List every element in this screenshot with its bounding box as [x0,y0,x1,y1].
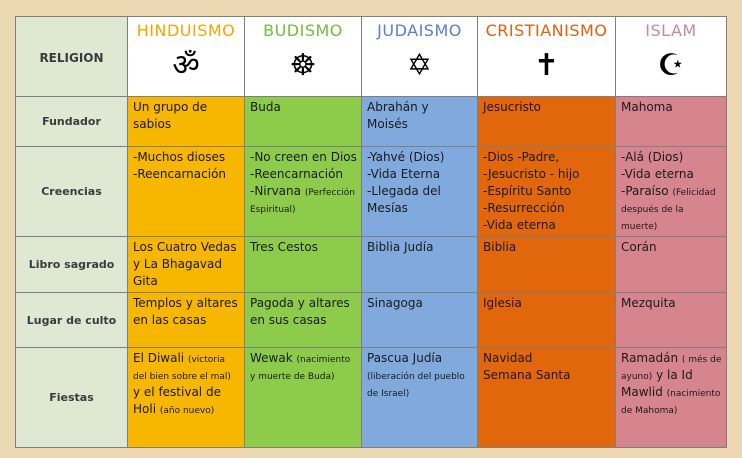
religion-name: CRISTIANISMO [485,21,608,40]
cell-note: ( més de ayuno) [621,355,722,382]
cell-libro-cristianismo: Biblia [478,237,616,293]
cell-text: y el festival de Holi [133,385,221,416]
cell-creencias-hinduismo [128,147,245,237]
latin-cross-icon: ✝ [533,48,560,83]
cell-creencias-cristianismo [478,147,616,237]
cell-text: -Nirvana [250,184,301,198]
cell-note: (año nuevo) [159,406,215,416]
row-label-creencias: Creencias [16,147,128,237]
cell-line: -Vida Eterna [367,167,441,181]
cell-fiestas-budismo [245,348,362,448]
row-label-lugar-de-culto: Lugar de culto [16,293,128,348]
religion-header-budismo [245,17,362,97]
cell-note: (victoria del bien sobre el mal) [133,355,231,382]
cell-text: Ramadán [621,351,679,365]
cell-line: -Dios -Padre, [483,150,560,164]
cell-line: -Espíritu Santo [483,184,572,198]
cell-creencias-budismo [245,147,362,237]
religion-name: HINDUISMO [136,21,236,40]
cell-fundador-judaismo: Abrahán y Moisés [362,97,478,147]
cell-line: -Muchos dioses [133,150,226,164]
cell-fiestas-hinduismo [128,348,245,448]
header-row [16,17,727,97]
cell-fundador-islam: Mahoma [616,97,727,147]
cell-fiestas-islam [616,348,727,448]
religion-header-cristianismo [478,17,616,97]
cell-text: Pascua Judía [367,351,443,365]
row-label-fundador: Fundador [16,97,128,147]
cell-line: Semana Santa [483,368,571,382]
religion-header-hinduismo [128,17,245,97]
cell-line: Navidad [483,351,533,365]
cell-note: (Perfección Espiritual) [250,188,355,215]
cell-line: -Jesucristo - hijo [483,167,580,181]
cell-creencias-islam [616,147,727,237]
cell-lugar-budismo: Pagoda y altares en sus casas [245,293,362,348]
cell-note: (liberación del pueblo de Israel) [367,372,465,399]
cell-note: (nacimiento de Mahoma) [621,389,721,416]
star-of-david-icon: ✡ [406,48,433,83]
star-and-crescent-icon: ☪ [657,48,685,83]
cell-libro-islam: Corán [616,237,727,293]
cell-fundador-cristianismo: Jesucristo [478,97,616,147]
cell-line: -Yahvé (Dios) [367,150,445,164]
cell-fiestas-judaismo [362,348,478,448]
cell-text: y la Id Mawlid [621,368,693,399]
cell-note: (Felicidad después de la muerte) [621,188,716,232]
header-label: RELIGION [16,17,128,97]
row-fiestas [16,348,727,448]
cell-line: -Vida eterna [621,167,694,181]
om-icon: ॐ [172,48,200,83]
cell-fiestas-cristianismo [478,348,616,448]
row-libro-sagrado [16,237,727,293]
cell-line: -Reencarnación [133,167,227,181]
cell-note: (nacimiento y muerte de Buda) [250,355,351,382]
row-label-fiestas: Fiestas [16,348,128,448]
cell-line: -Llegada del Mesías [367,184,441,215]
religion-name: BUDISMO [263,21,343,40]
cell-line: -No creen en Dios [250,150,357,164]
cell-lugar-judaismo: Sinagoga [362,293,478,348]
row-lugar-de-culto [16,293,727,348]
religion-name: ISLAM [645,21,697,40]
religion-name: JUDAISMO [377,21,462,40]
cell-text: El Diwali [133,351,185,365]
cell-text: Wewak [250,351,293,365]
cell-line: -Resurrección [483,201,565,215]
row-label-libro-sagrado: Libro sagrado [16,237,128,293]
cell-lugar-hinduismo: Templos y altares en las casas [128,293,245,348]
cell-line: -Alá (Dios) [621,150,684,164]
cell-line: -Reencarnación [250,167,344,181]
dharma-wheel-icon: ☸ [289,48,317,83]
religions-table [15,16,727,448]
row-creencias [16,147,727,237]
cell-fundador-budismo: Buda [245,97,362,147]
row-fundador [16,97,727,147]
cell-libro-hinduismo: Los Cuatro Vedas y La Bhagavad Gita [128,237,245,293]
cell-line: -Vida eterna [483,218,556,232]
cell-creencias-judaismo [362,147,478,237]
cell-text: -Paraíso [621,184,669,198]
cell-lugar-islam: Mezquita [616,293,727,348]
cell-lugar-cristianismo: Iglesia [478,293,616,348]
cell-libro-judaismo: Biblia Judía [362,237,478,293]
cell-fundador-hinduismo: Un grupo de sabios [128,97,245,147]
religion-header-islam [616,17,727,97]
religion-header-judaismo [362,17,478,97]
cell-libro-budismo: Tres Cestos [245,237,362,293]
